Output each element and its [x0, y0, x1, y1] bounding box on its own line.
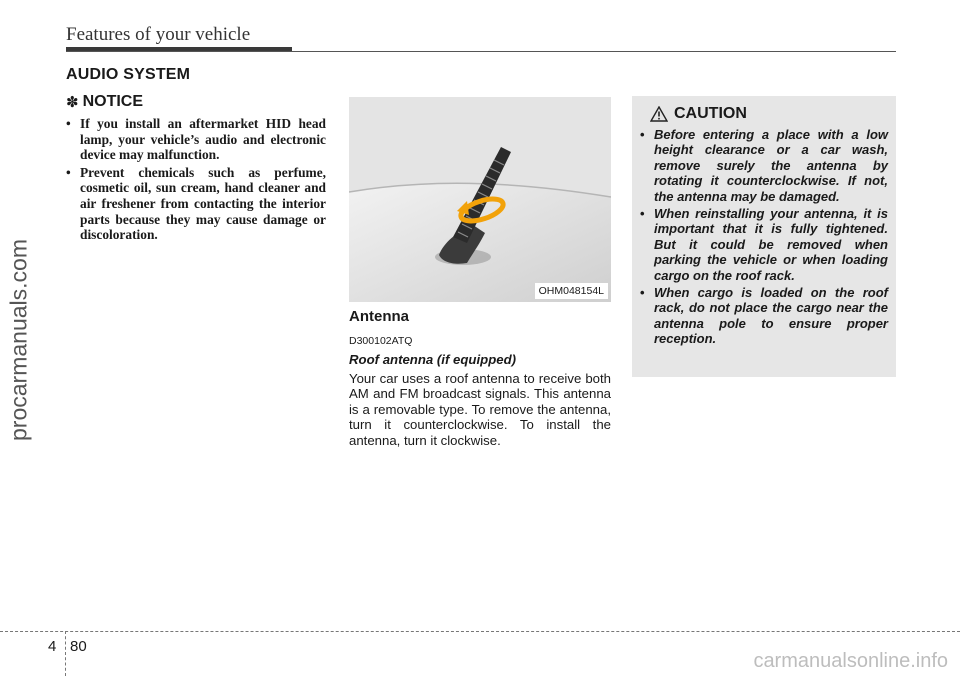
- section-title: AUDIO SYSTEM: [66, 66, 191, 83]
- bullet-icon: •: [640, 285, 645, 301]
- caution-heading: [640, 105, 888, 123]
- footer-rule: [0, 631, 960, 632]
- antenna-subtitle: Roof antenna (if equipped): [349, 352, 517, 367]
- caution-item: [640, 127, 888, 204]
- caution-item-text: When reinstalling your antenna, it is important that it is fully tightened. But it could be removed when parking the vehicle or when loading cargo on the roof rack.: [654, 206, 888, 283]
- header-rule: [66, 51, 896, 52]
- bullet-icon: •: [640, 127, 645, 142]
- header-title: Features of your vehicle: [66, 24, 251, 45]
- caution-heading-label: CAUTION: [674, 105, 747, 122]
- bullet-icon: •: [66, 164, 71, 180]
- caution-item: [640, 285, 888, 347]
- page-number: 80: [70, 638, 87, 655]
- notice-item-text: If you install an aftermarket HID head lamp, your vehicle’s audio and electronic device may malfunction.: [80, 116, 326, 163]
- caution-box: [632, 96, 896, 377]
- notice-item-text: Prevent chemicals such as perfume, cosmetic oil, sun cream, hand cleaner and air freshener from contacting the interior parts because they may cause damage or discoloration.: [80, 164, 326, 243]
- notice-heading-label: NOTICE: [82, 93, 144, 110]
- caution-item-text: Before entering a place with a low height clearance or a car wash, remove surely the antenna by rotating it counterclockwise. If not, the antenna may be damaged.: [654, 127, 888, 204]
- antenna-title: Antenna: [349, 308, 409, 325]
- antenna-section: [349, 308, 611, 448]
- figure-code: OHM048154L: [535, 283, 608, 299]
- caution-item: [640, 206, 888, 283]
- roof-antenna-drawing: [349, 97, 611, 302]
- side-watermark: [4, 210, 34, 470]
- notice-heading: [66, 93, 326, 111]
- page-chapter: 4: [48, 638, 57, 655]
- bullet-icon: •: [640, 206, 645, 222]
- notice-item: [66, 116, 326, 163]
- notice-item: [66, 165, 326, 243]
- bullet-icon: •: [66, 116, 71, 131]
- antenna-illustration: [349, 97, 611, 302]
- caution-list: [640, 127, 888, 347]
- antenna-code: D300102ATQ: [349, 335, 413, 347]
- side-watermark-text: procarmanuals.com: [5, 239, 32, 441]
- footer-watermark: carmanualsonline.info: [753, 650, 948, 672]
- caution-item-text: When cargo is loaded on the roof rack, do not place the cargo near the antenna pole to ensure proper reception.: [654, 285, 888, 347]
- notice-box: [66, 93, 326, 245]
- notice-list: [66, 116, 326, 243]
- warning-triangle-icon: [650, 106, 668, 122]
- footer-divider: [65, 631, 66, 676]
- notice-star-icon: ✽: [66, 94, 79, 111]
- antenna-body: Your car uses a roof antenna to receive both AM and FM broadcast signals. This antenna is a removable type. To remove the antenna, turn it counterclockwise. To install the antenna, turn it clockwise.: [349, 371, 611, 448]
